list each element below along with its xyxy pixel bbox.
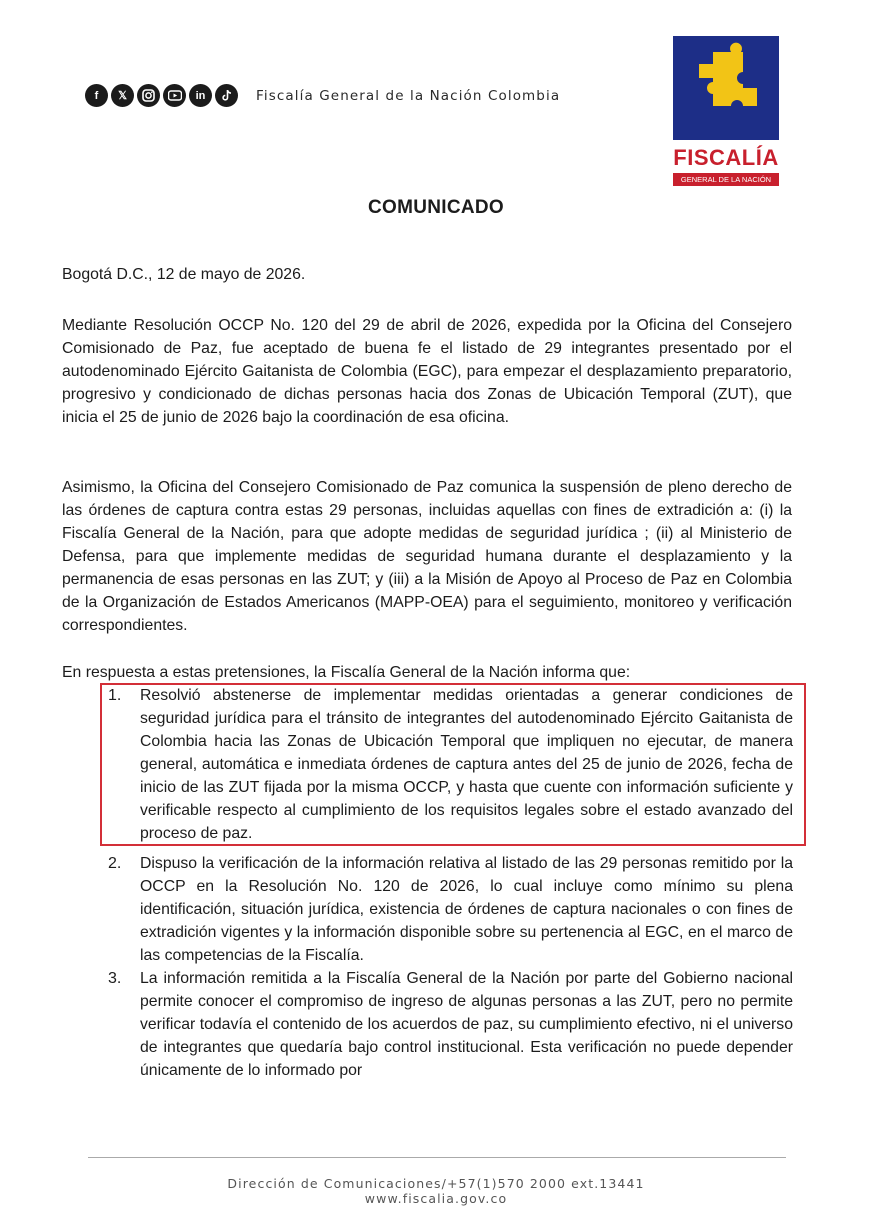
facebook-icon[interactable]: f	[85, 84, 108, 107]
puzzle-logo-icon	[673, 36, 779, 140]
list-number: 1.	[108, 687, 122, 704]
list-item-text: Dispuso la verificación de la información relativa al listado de las 29 personas remitido por la OCCP en la Resolución No. 120 de 2026, lo cual incluye como mínimo su plena identificación, situación jurídica, existencia de órdenes de captura nacionales o con fines de extradición vigentes y la información disponible sobre su pertenencia al EGC, en el marco de las competencias de la Fiscalía.	[140, 855, 793, 964]
social-media-bar	[85, 84, 560, 107]
fiscalia-logo	[673, 36, 779, 186]
logo-subtitle: GENERAL DE LA NACIÓN	[673, 173, 779, 186]
footer-contact: Dirección de Comunicaciones/+57(1)570 2000 ext.13441	[227, 1176, 645, 1191]
organization-name: Fiscalía General de la Nación Colombia	[256, 87, 561, 104]
list-item-text: Resolvió abstenerse de implementar medidas orientadas a generar condiciones de seguridad jurídica para el tránsito de integrantes del autodenominado Ejército Gaitanista de Colombia hacia las Zonas de Ubicación Temporal que impliquen no ejecutar, de manera general, automática e inmediata órdenes de captura antes del 25 de junio de 2026, fecha de inicio de las ZUT fijada por la misma OCCP, y hasta que cuente con información suficiente y verificable respecto al cumplimiento de los requisitos legales sobre el estado avanzado del proceso de paz.	[140, 687, 793, 842]
footer-divider	[88, 1157, 786, 1158]
list-number: 3.	[108, 970, 122, 987]
list-number: 2.	[108, 855, 122, 872]
x-icon[interactable]: 𝕏	[111, 84, 134, 107]
paragraph-resolution: Mediante Resolución OCCP No. 120 del 29 de abril de 2026, expedida por la Oficina del Consejero Comisionado de Paz, fue aceptado de buena fe el listado de 29 integrantes presentado por el autodenominado Ejército Gaitanista de Colombia (EGC), para empezar el desplazamiento preparatorio, progresivo y condicionado de dichas personas hacia dos Zonas de Ubicación Temporal (ZUT), que inicia el 25 de junio de 2026 bajo la coordinación de esa oficina.	[62, 317, 792, 426]
logo-title: FISCALÍA	[673, 145, 779, 170]
paragraph-response-intro: En respuesta a estas pretensiones, la Fiscalía General de la Nación informa que:	[62, 664, 631, 681]
paragraph-suspension: Asimismo, la Oficina del Consejero Comisionado de Paz comunica la suspensión de pleno derecho de las órdenes de captura contra estas 29 personas, incluidas aquellas con fines de extradición a: (i) la Fiscalía General de la Nación, para que adopte medidas de seguridad jurídica ; (ii) al Ministerio de Defensa, para que implemente medidas de seguridad humana durante el desplazamiento y la permanencia de esas personas en las ZUT; y (iii) a la Misión de Apoyo al Proceso de Paz en Colombia de la Organización de Estados Americanos (MAPP-OEA) para el seguimiento, monitoreo y verificación correspondientes.	[62, 479, 792, 634]
document-title: COMUNICADO	[368, 197, 504, 218]
footer-website[interactable]: www.fiscalia.gov.co	[364, 1191, 508, 1206]
document-date: Bogotá D.C., 12 de mayo de 2026.	[62, 266, 306, 283]
youtube-icon[interactable]	[163, 84, 186, 107]
instagram-icon[interactable]	[137, 84, 160, 107]
tiktok-icon[interactable]	[215, 84, 238, 107]
linkedin-icon[interactable]: in	[189, 84, 212, 107]
list-item-text: La información remitida a la Fiscalía General de la Nación por parte del Gobierno nacional permite conocer el compromiso de ingreso de algunas personas a las ZUT, pero no permite verificar todavía el contenido de los acuerdos de paz, su cumplimiento efectivo, ni el universo de integrantes que quedaría bajo control institucional. Esta verificación no puede depender únicamente de lo informado por	[140, 970, 793, 1079]
